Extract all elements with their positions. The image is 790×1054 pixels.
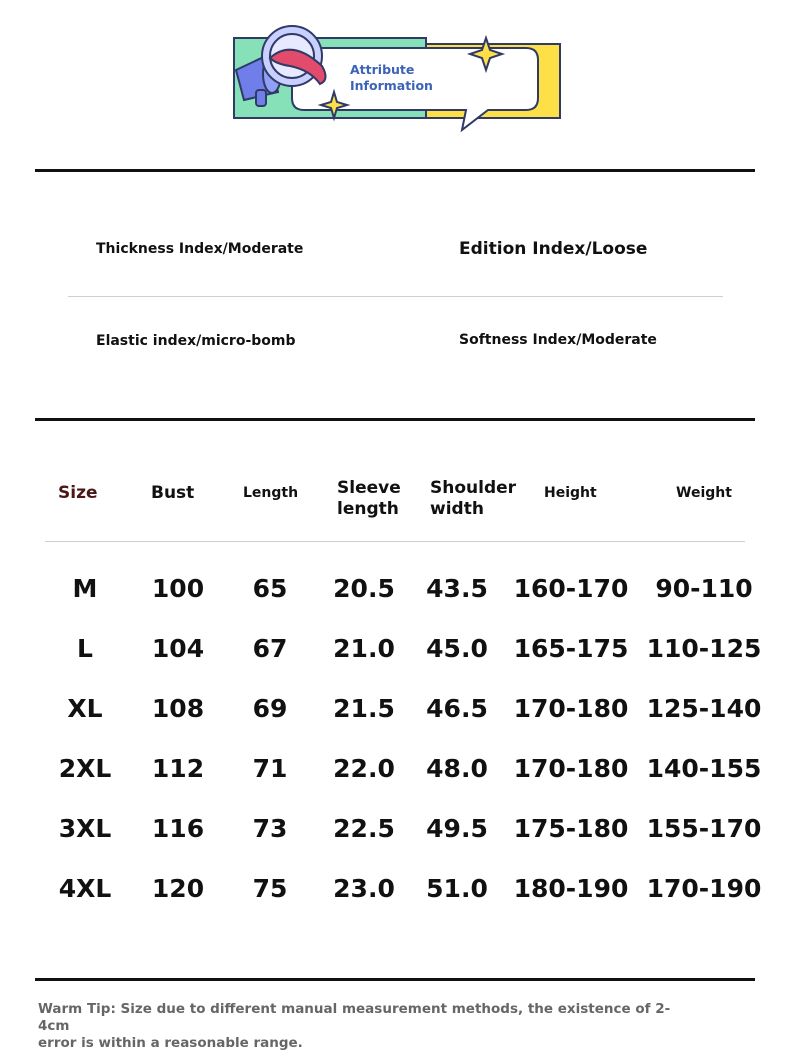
cell-size: M [72, 574, 98, 603]
cell-sleeve: 20.5 [333, 574, 395, 603]
elastic-index: Elastic index/micro-bomb [96, 333, 296, 349]
cell-weight: 155-170 [646, 814, 762, 843]
magnifier-icon [262, 26, 326, 86]
cell-sleeve: 22.5 [333, 814, 395, 843]
table-header-divider [45, 541, 745, 542]
header-length: Length [243, 485, 299, 501]
cell-length: 73 [252, 814, 288, 843]
cell-bust: 104 [151, 634, 205, 663]
section-divider [35, 978, 755, 981]
cell-size: 4XL [58, 874, 112, 903]
cell-bust: 108 [151, 694, 205, 723]
cell-weight: 90-110 [655, 574, 753, 603]
header-shoulder-width [430, 478, 516, 520]
cell-length: 69 [252, 694, 288, 723]
cell-shoulder: 43.5 [426, 574, 488, 603]
cell-bust: 116 [151, 814, 205, 843]
header-size: Size [58, 483, 98, 503]
edition-index: Edition Index/Loose [459, 239, 648, 259]
cell-bust: 120 [151, 874, 205, 903]
warm-tip-line-2: error is within a reasonable range. [38, 1035, 303, 1051]
cell-shoulder: 45.0 [426, 634, 488, 663]
cell-sleeve: 21.5 [333, 694, 395, 723]
cell-sleeve: 23.0 [333, 874, 395, 903]
cell-weight: 170-190 [646, 874, 762, 903]
section-divider [35, 418, 755, 421]
cell-height: 165-175 [513, 634, 629, 663]
cell-length: 71 [252, 754, 288, 783]
thickness-index: Thickness Index/Moderate [96, 241, 304, 257]
cell-sleeve: 22.0 [333, 754, 395, 783]
cell-size: XL [67, 694, 103, 723]
cell-length: 65 [252, 574, 288, 603]
softness-index: Softness Index/Moderate [459, 332, 657, 348]
cell-weight: 110-125 [646, 634, 762, 663]
attribute-divider [68, 296, 723, 297]
header-sleeve-line1: Sleeve [337, 478, 401, 498]
cell-shoulder: 46.5 [426, 694, 488, 723]
header-weight: Weight [676, 485, 732, 501]
header-sleeve-length [337, 478, 401, 520]
banner-title [350, 62, 433, 94]
cell-shoulder: 51.0 [426, 874, 488, 903]
cell-height: 160-170 [513, 574, 629, 603]
cell-shoulder: 49.5 [426, 814, 488, 843]
cell-sleeve: 21.0 [333, 634, 395, 663]
header-height: Height [544, 485, 597, 501]
header-shoulder-line1: Shoulder [430, 478, 517, 498]
banner-line-1: Attribute [350, 62, 415, 77]
header-shoulder-line2: width [430, 499, 484, 519]
cell-size: 2XL [58, 754, 112, 783]
cell-height: 170-180 [513, 754, 629, 783]
cell-length: 67 [252, 634, 288, 663]
cell-height: 180-190 [513, 874, 629, 903]
cell-size: 3XL [58, 814, 112, 843]
cell-weight: 140-155 [646, 754, 762, 783]
cell-height: 170-180 [513, 694, 629, 723]
cell-shoulder: 48.0 [426, 754, 488, 783]
header-bust: Bust [151, 483, 195, 503]
cell-height: 175-180 [513, 814, 629, 843]
banner-line-2: Information [350, 78, 433, 93]
cell-weight: 125-140 [646, 694, 762, 723]
section-divider [35, 169, 755, 172]
cell-length: 75 [252, 874, 288, 903]
cell-bust: 100 [151, 574, 205, 603]
cell-size: L [77, 634, 93, 663]
warm-tip-line-1: Warm Tip: Size due to different manual measurement methods, the existence of 2-4cm [38, 1001, 671, 1034]
header-sleeve-line2: length [337, 499, 399, 519]
cell-bust: 112 [151, 754, 205, 783]
warm-tip [38, 1001, 678, 1052]
